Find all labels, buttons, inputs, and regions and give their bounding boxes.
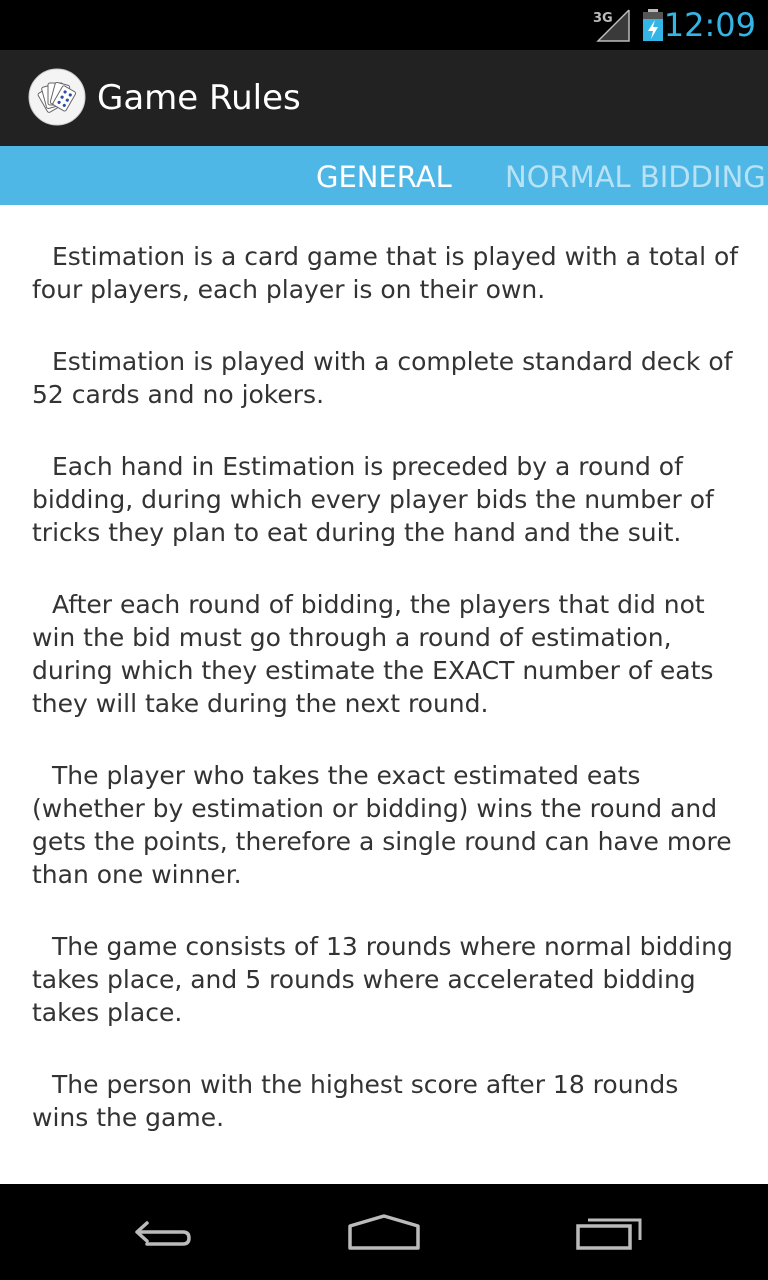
rules-paragraph: Estimation is a card game that is played with a total of four players, each player is on their own. — [32, 242, 739, 304]
home-icon — [346, 1212, 422, 1252]
rules-paragraph: Estimation is played with a complete standard deck of 52 cards and no jokers. — [32, 347, 733, 409]
navigation-bar — [0, 1184, 768, 1280]
tab-normal-bidding[interactable]: NORMAL BIDDING — [505, 160, 766, 194]
playing-cards-icon[interactable] — [28, 68, 86, 126]
action-bar — [0, 50, 768, 146]
rules-paragraph: After each round of bidding, the players that did not win the bid must go through a round of estimation, during which they estimate the EXACT number of eats they will take during the next round. — [32, 590, 714, 718]
page-title: Game Rules — [97, 78, 301, 118]
tab-general[interactable]: GENERAL — [316, 160, 452, 194]
rules-paragraph: The game consists of 13 rounds where normal bidding takes place, and 5 rounds where accelerated bidding takes place. — [32, 932, 733, 1027]
rules-paragraph: The person with the highest score after 18 rounds wins the game. — [32, 1070, 679, 1132]
cellular-signal-icon — [592, 8, 630, 42]
back-arrow-icon — [125, 1212, 195, 1252]
battery-charging-icon — [641, 8, 665, 42]
back-button[interactable] — [96, 1184, 224, 1280]
network-type-label: 3G — [593, 11, 613, 26]
status-time: 12:09 — [663, 6, 756, 44]
recent-apps-button[interactable] — [546, 1184, 674, 1280]
tab-strip — [0, 146, 768, 205]
recent-apps-icon — [574, 1212, 646, 1252]
rules-paragraph: Each hand in Estimation is preceded by a round of bidding, during which every player bids the number of tricks they plan to eat during the hand and the suit. — [32, 452, 714, 547]
rules-content — [32, 240, 742, 1173]
status-bar — [0, 0, 768, 50]
rules-paragraph: The player who takes the exact estimated eats (whether by estimation or bidding) wins the round and gets the points, therefore a single round can have more than one winner. — [32, 761, 732, 889]
home-button[interactable] — [320, 1184, 448, 1280]
